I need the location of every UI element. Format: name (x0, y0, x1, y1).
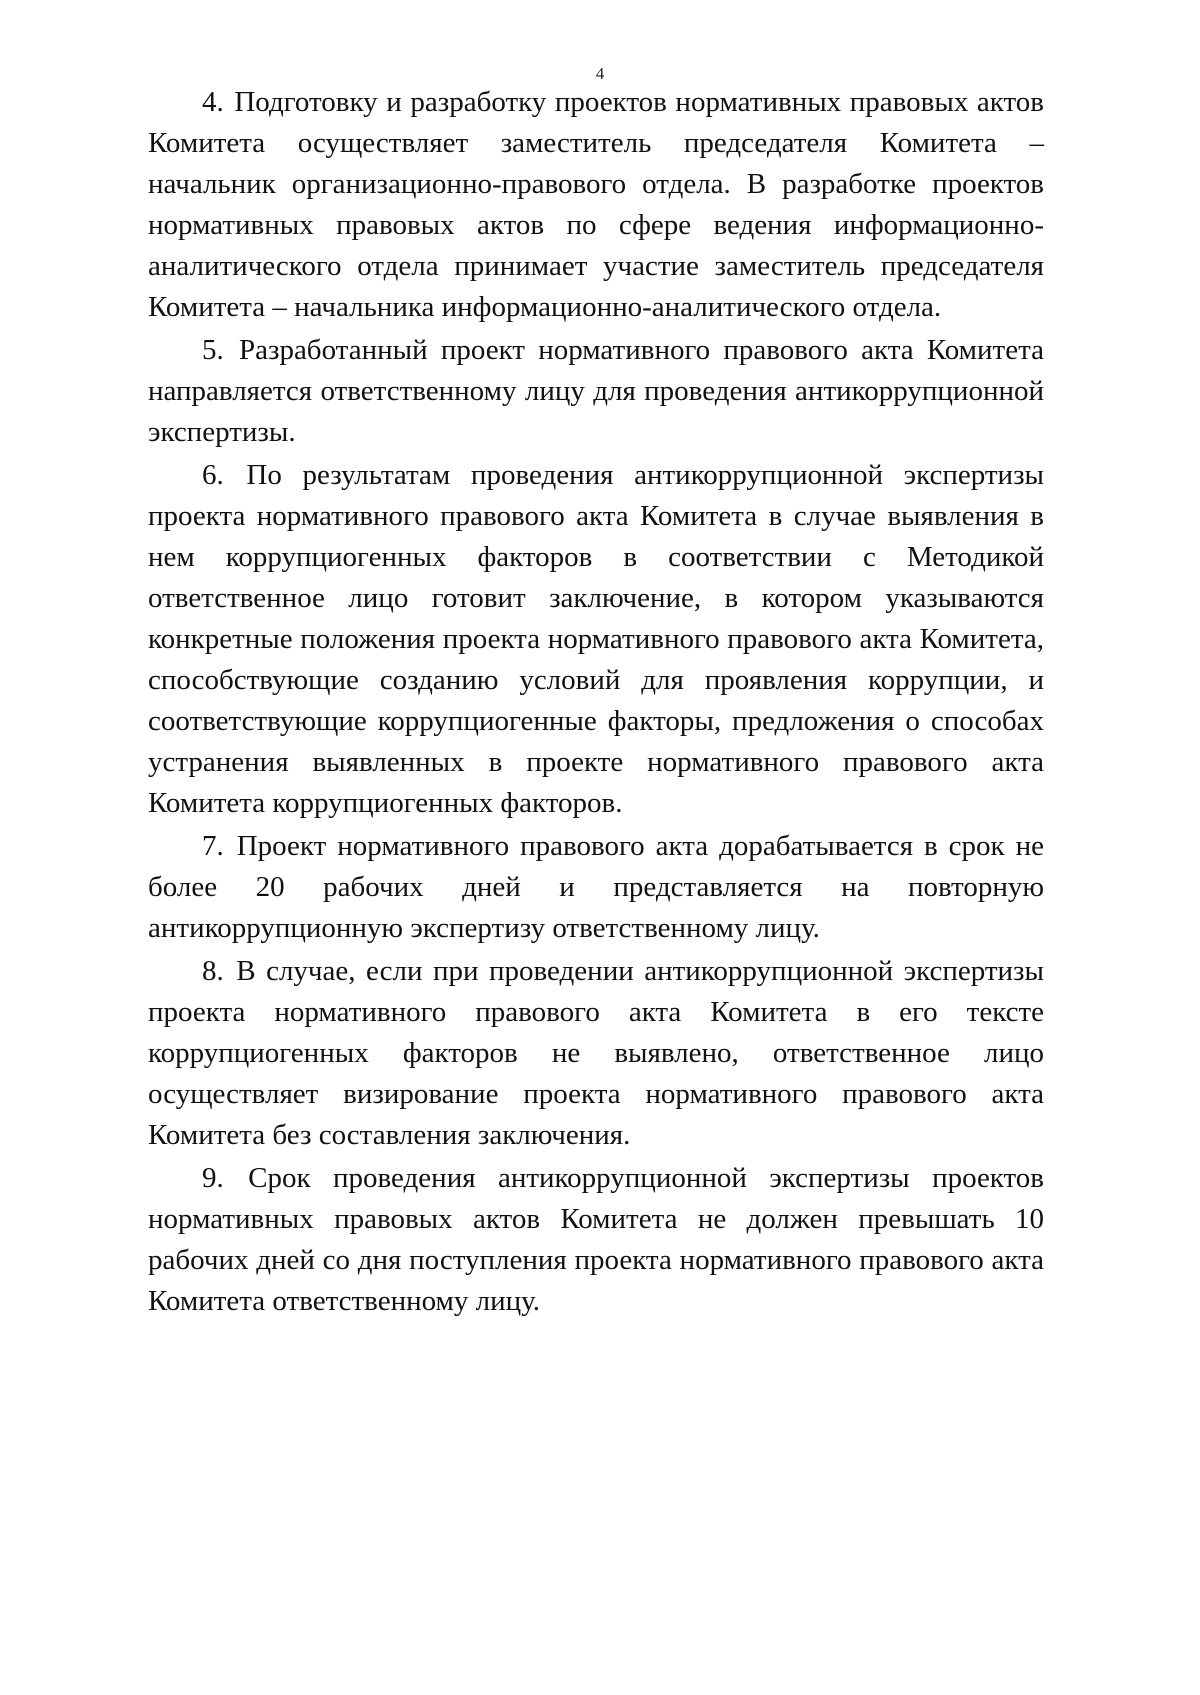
paragraph-text: Проект нормативного правового акта дорабатывается в срок не более 20 рабочих дней и представляется на повторную антикоррупционную экспертизу ответственному лицу. (148, 830, 1044, 944)
paragraph-number: 8. (202, 955, 224, 987)
paragraph-number: 5. (202, 334, 224, 366)
paragraph-7 (148, 826, 1044, 949)
paragraph-text: Разработанный проект нормативного правового акта Комитета направляется ответственному лицу для проведения антикоррупционной экспертизы. (148, 334, 1044, 448)
paragraph-number: 9. (202, 1162, 224, 1194)
paragraph-text: Срок проведения антикоррупционной экспертизы проектов нормативных правовых актов Комитета не должен превышать 10 рабочих дней со дня поступления проекта нормативного правового акта Комитета ответственному лицу. (148, 1162, 1045, 1317)
paragraph-8 (148, 951, 1044, 1156)
document-body (148, 82, 1044, 1324)
paragraph-text: Подготовку и разработку проектов нормативных правовых актов Комитета осуществляет заместитель председателя Комитета – начальник организационно-правового отдела. В разработке проектов нормативных правовых актов по сфере ведения информационно-аналитического отдела принимает участие заместитель председателя Комитета – начальника информационно-аналитического отдела. (148, 86, 1044, 323)
paragraph-text: В случае, если при проведении антикоррупционной экспертизы проекта нормативного правового акта Комитета в его тексте коррупциогенных факторов не выявлено, ответственное лицо осуществляет визирование проекта нормативного правового акта Комитета без составления заключения. (148, 955, 1044, 1151)
paragraph-6 (148, 455, 1044, 824)
paragraph-number: 7. (202, 830, 224, 862)
paragraph-number: 4. (202, 86, 224, 118)
page-number: 4 (595, 64, 605, 83)
paragraph-number: 6. (202, 459, 224, 491)
paragraph-5 (148, 330, 1044, 453)
paragraph-9 (148, 1158, 1044, 1322)
paragraph-text: По результатам проведения антикоррупционной экспертизы проекта нормативного правового акта Комитета в случае выявления в нем коррупциогенных факторов в соответствии с Методикой ответственное лицо готовит заключение, в котором указываются конкретные положения проекта нормативного правового акта Комитета, способствующие созданию условий для проявления коррупции, и соответствующие коррупциогенные факторы, предложения о способах устранения выявленных в проекте нормативного правового акта Комитета коррупциогенных факторов. (148, 459, 1045, 819)
paragraph-4 (148, 82, 1044, 328)
